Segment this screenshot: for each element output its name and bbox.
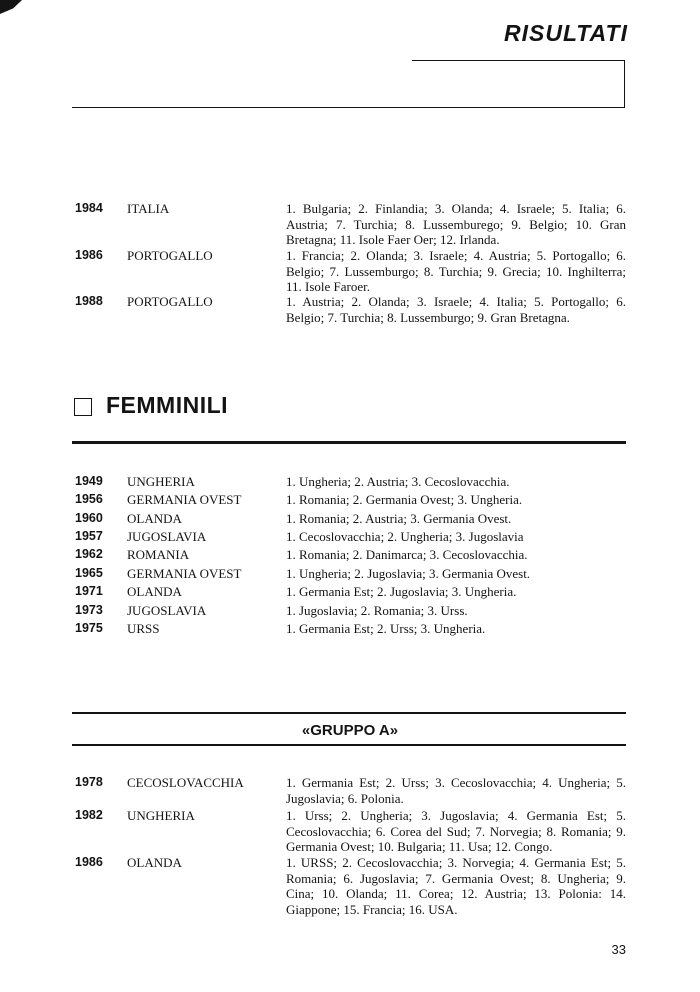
row-host: OLANDA [127, 511, 182, 526]
row-year: 1949 [75, 474, 103, 488]
row-results: 1. Bulgaria; 2. Finlandia; 3. Olanda; 4. Israele; 5. Italia; 6. Austria; 7. Turchia; 8. Lussemburego; 9. Belgio; 10. Gran Bretagna; 11. Isole Faer Oer; 12. Irlanda. [286, 201, 626, 247]
section-rule [72, 441, 626, 444]
row-host: UNGHERIA [127, 474, 195, 489]
row-host: CECOSLOVACCHIA [127, 775, 244, 790]
group-rule-top [72, 712, 626, 714]
row-results: 1. Austria; 2. Olanda; 3. Israele; 4. Italia; 5. Portogallo; 6. Belgio; 7. Turchia; 8. Lussemburgo; 9. Gran Bretagna. [286, 294, 626, 325]
row-year: 1986 [75, 855, 103, 869]
page-number: 33 [611, 942, 626, 957]
row-year: 1975 [75, 621, 103, 635]
row-results: 1. Urss; 2. Ungheria; 3. Jugoslavia; 4. Germania Est; 5. Cecoslovacchia; 6. Corea del Sud; 7. Norvegia; 8. Romania; 9. Germania Ovest; 10. Bulgaria; 11. Usa; 12. Congo. [286, 808, 626, 854]
row-year: 1962 [75, 547, 103, 561]
row-host: OLANDA [127, 584, 182, 599]
row-results: 1. Romania; 2. Germania Ovest; 3. Ungheria. [286, 492, 523, 507]
row-host: JUGOSLAVIA [127, 529, 207, 544]
row-host: JUGOSLAVIA [127, 603, 207, 618]
row-results: 1. Cecoslovacchia; 2. Ungheria; 3. Jugoslavia [286, 529, 524, 544]
group-title: «GRUPPO A» [301, 722, 399, 739]
header-rule [72, 107, 625, 108]
row-year: 1973 [75, 603, 103, 617]
section-checkbox-icon [74, 398, 92, 416]
row-host: PORTOGALLO [127, 248, 213, 263]
row-year: 1956 [75, 492, 103, 506]
row-results: 1. Germania Est; 2. Urss; 3. Cecoslovacchia; 4. Ungheria; 5. Jugoslavia; 6. Polonia. [286, 775, 626, 806]
group-rule-bottom [72, 744, 626, 746]
row-host: ITALIA [127, 201, 170, 216]
row-year: 1960 [75, 511, 103, 525]
row-results: 1. Francia; 2. Olanda; 3. Israele; 4. Austria; 5. Portogallo; 6. Belgio; 7. Lussemburgo; 8. Turchia; 9. Grecia; 10. Inghilterra; 11. Isole Faroer. [286, 248, 626, 294]
row-year: 1971 [75, 584, 103, 598]
row-results: 1. Ungheria; 2. Jugoslavia; 3. Germania Ovest. [286, 566, 531, 581]
row-host: OLANDA [127, 855, 182, 870]
row-results: 1. Jugoslavia; 2. Romania; 3. Urss. [286, 603, 468, 618]
corner-mark [0, 0, 22, 14]
row-host: UNGHERIA [127, 808, 195, 823]
row-results: 1. Romania; 2. Danimarca; 3. Cecoslovacchia. [286, 547, 528, 562]
row-year: 1988 [75, 294, 103, 308]
row-year: 1982 [75, 808, 103, 822]
row-host: URSS [127, 621, 160, 636]
row-results: 1. Germania Est; 2. Jugoslavia; 3. Ungheria. [286, 584, 517, 599]
row-results: 1. Germania Est; 2. Urss; 3. Ungheria. [286, 621, 486, 636]
row-host: GERMANIA OVEST [127, 492, 242, 507]
section-title-femminili: FEMMINILI [106, 392, 229, 418]
row-year: 1978 [75, 775, 103, 789]
row-host: PORTOGALLO [127, 294, 213, 309]
row-results: 1. Ungheria; 2. Austria; 3. Cecoslovacchia. [286, 474, 510, 489]
row-year: 1957 [75, 529, 103, 543]
row-host: GERMANIA OVEST [127, 566, 242, 581]
header-frame [412, 60, 625, 107]
row-year: 1984 [75, 201, 103, 215]
row-results: 1. Romania; 2. Austria; 3. Germania Ovest. [286, 511, 512, 526]
row-year: 1986 [75, 248, 103, 262]
page-header-title: RISULTATI [504, 20, 628, 46]
row-year: 1965 [75, 566, 103, 580]
row-results: 1. URSS; 2. Cecoslovacchia; 3. Norvegia; 4. Germania Est; 5. Romania; 6. Jugoslavia; 7. Germania Ovest; 8. Ungheria; 9. Cina; 10. Olanda; 11. Corea; 12. Austria; 13. Polonia: 14. Giappone; 15. Francia; 16. USA. [286, 855, 626, 917]
row-host: ROMANIA [127, 547, 190, 562]
